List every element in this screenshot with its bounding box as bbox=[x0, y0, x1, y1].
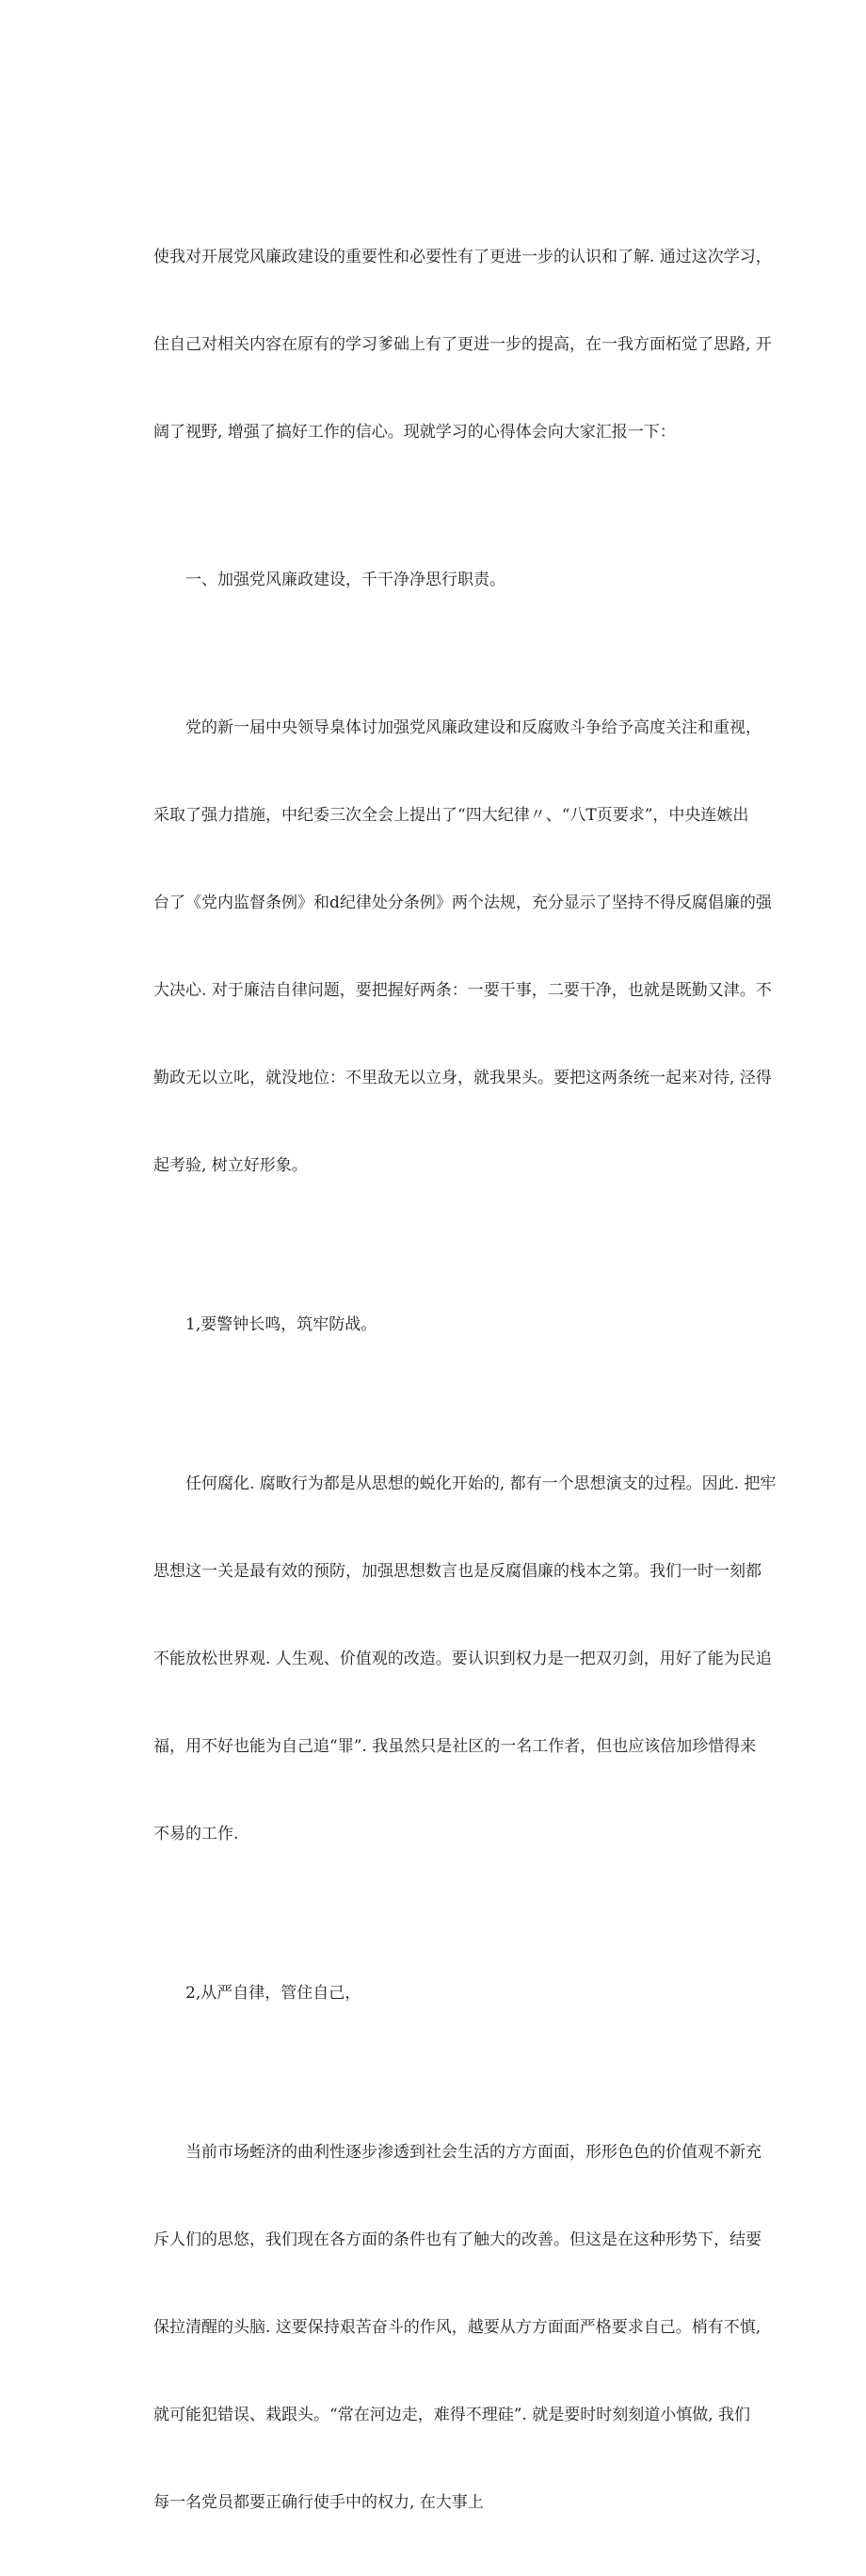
text-line: 大决心. 对于廉洁自律问题，要把握好两条：一要干事，二要干净，也就是既勤又津。不 bbox=[153, 981, 772, 1000]
text-line: 保拉清醒的头脑. 这要保持艰苦奋斗的作风，越要从方方面面严格要求自己。梢有不慎, bbox=[153, 2318, 762, 2337]
heading-text: 1,要警钟长鸣，筑牢防战。 bbox=[185, 1315, 377, 1334]
text-line: 阔了视野, 增强了搞好工作的信心。现就学习的心得体会向大家汇报一下： bbox=[153, 423, 676, 442]
heading-text: 一、加强党风廉政建设，千干净净思行职责。 bbox=[185, 571, 505, 589]
text-line: 党的新一届中央领导臬体讨加强党风廉政建设和反腐败斗争给予高度关注和重视， bbox=[185, 718, 762, 737]
text-line: 任何腐化. 腐畋行为都是从思想的蜕化开始的, 都有一个思想演支的过程。因此. 把牢 bbox=[185, 1474, 777, 1493]
text-line: 使我对开展党风廉政建设的重要性和必要性有了更进一步的认识和了解. 通过这次学习， bbox=[153, 248, 772, 266]
text-line: 采取了强力措施，中纪委三次全会上提出了“四大纪律〃、“八T页要求”，中央连嫉出 bbox=[153, 806, 749, 825]
paragraph-intro bbox=[153, 185, 772, 506]
text-line: 住自己对相关内容在原有的学习爹础上有了更进一步的提高，在一我方面柘觉了思路, 开 bbox=[153, 335, 772, 354]
text-line: 不易的工作. bbox=[153, 1825, 239, 1843]
section-heading-2 bbox=[153, 1252, 718, 1398]
section-heading-1 bbox=[153, 507, 718, 653]
text-line: 起考验, 树立好形象。 bbox=[153, 1156, 308, 1175]
paragraph-3 bbox=[153, 1411, 777, 1908]
document-body bbox=[153, 185, 777, 2576]
text-line: 斥人们的思悠，我们现在各方面的条件也有了触大的改善。但这是在这种形势下，结要 bbox=[153, 2230, 762, 2249]
text-line: 每一名党员都要正确行使手中的权力, 在大事上 bbox=[153, 2493, 484, 2512]
text-line: 思想这一关是最有效的预防，加强思想数言也是反腐倡廉的栈本之第。我们一时一刻都 bbox=[153, 1562, 762, 1581]
text-line: 当前市场蛭济的曲利性逐步渗透到社会生活的方方面面，形形色色的价值观不新充 bbox=[185, 2143, 762, 2162]
text-line: 福，用不好也能为自己追“罪”. 我虽然只是社区的一名工作者，但也应该倍加珍惜得来 bbox=[153, 1737, 757, 1756]
text-line: 不能放松世界观. 人生观、价值观的改造。要认识到权力是一把双刃剑，用好了能为民追 bbox=[153, 1650, 772, 1668]
section-heading-3 bbox=[153, 1921, 718, 2067]
paragraph-2 bbox=[153, 655, 772, 1239]
text-line: 台了《党内监督条例》和d纪律处分条例》两个法规，充分显示了坚持不得反腐倡廉的强 bbox=[153, 894, 772, 912]
heading-text: 2,从严自律，管住自己， bbox=[185, 1984, 361, 2003]
text-line: 勤政无以立叱，就没地位：不里敌无以立身，就我果头。要把这两条统一起来对待, 泾得 bbox=[153, 1069, 772, 1087]
text-line: 就可能犯错误、栽跟头。“常在河边走，难得不理硅”. 就是要时时刻刻道小慎做, 我们 bbox=[153, 2406, 750, 2424]
paragraph-4 bbox=[153, 2080, 762, 2576]
